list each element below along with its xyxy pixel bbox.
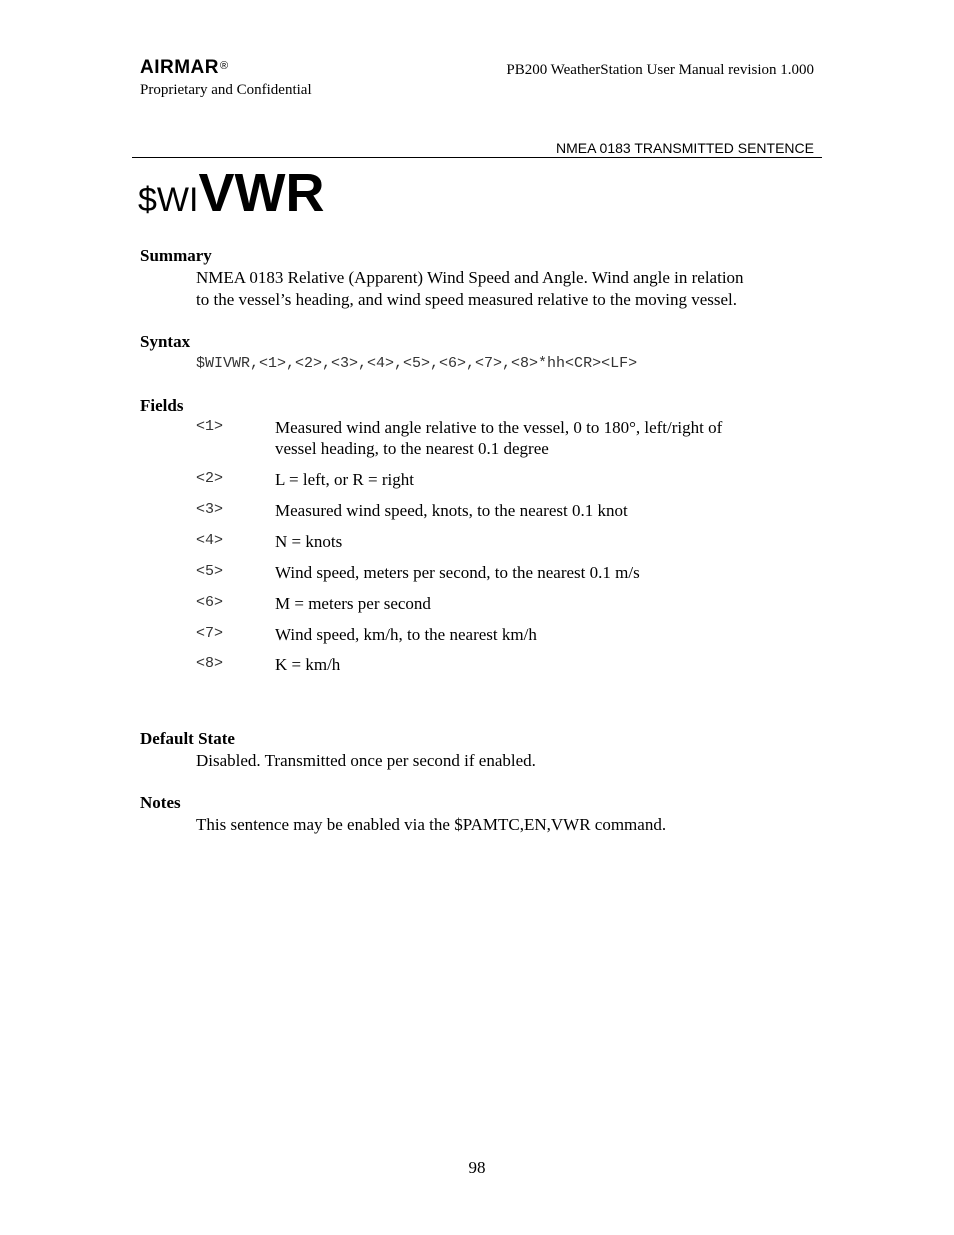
field-desc-4: N = knots (275, 532, 343, 551)
field-desc-5: Wind speed, meters per second, to the nearest 0.1 m/s (275, 563, 640, 582)
field-desc-8: K = km/h (275, 655, 341, 674)
default-state-text: Disabled. Transmitted once per second if enabled. (196, 751, 536, 770)
header-divider (132, 157, 822, 158)
page-number: 98 (468, 1158, 486, 1177)
syntax-heading: Syntax (140, 332, 191, 351)
registered-trademark-mark: ® (220, 60, 229, 72)
field-code-1: <1> (196, 418, 224, 435)
field-code-2: <2> (196, 470, 224, 487)
field-desc-2: L = left, or R = right (275, 470, 414, 489)
summary-heading: Summary (140, 246, 212, 265)
field-desc-7: Wind speed, km/h, to the nearest km/h (275, 625, 537, 644)
notes-text: This sentence may be enabled via the $PAMTC,EN,VWR command. (196, 815, 667, 834)
section-label: NMEA 0183 TRANSMITTED SENTENCE (555, 140, 814, 156)
sentence-prefix: $WI (138, 181, 199, 219)
field-desc-3: Measured wind speed, knots, to the nearest 0.1 knot (275, 501, 628, 520)
sentence-name: VWR (198, 163, 325, 223)
summary-line-2: to the vessel’s heading, and wind speed measured relative to the moving vessel. (196, 290, 738, 309)
confidentiality-notice: Proprietary and Confidential (140, 82, 312, 98)
fields-heading: Fields (140, 396, 184, 415)
field-desc-1-line-2: vessel heading, to the nearest 0.1 degree (275, 439, 549, 458)
brand-name: AIRMAR (140, 57, 219, 78)
field-desc-1-line-1: Measured wind angle relative to the vessel, 0 to 180°, left/right of (275, 418, 723, 437)
field-code-3: <3> (196, 501, 224, 518)
field-code-6: <6> (196, 594, 224, 611)
field-code-5: <5> (196, 563, 224, 580)
brand-logo (140, 56, 229, 80)
field-desc-6: M = meters per second (275, 594, 431, 613)
sentence-title (138, 160, 324, 240)
summary-line-1: NMEA 0183 Relative (Apparent) Wind Speed and Angle. Wind angle in relation (196, 268, 744, 287)
field-code-8: <8> (196, 655, 224, 672)
manual-title: PB200 WeatherStation User Manual revision 1.000 (506, 62, 814, 78)
syntax-text: $WIVWR,<1>,<2>,<3>,<4>,<5>,<6>,<7>,<8>*hh<CR><LF> (196, 355, 638, 372)
field-code-4: <4> (196, 532, 224, 549)
field-code-7: <7> (196, 625, 224, 642)
notes-heading: Notes (140, 793, 181, 812)
default-state-heading: Default State (140, 729, 235, 748)
